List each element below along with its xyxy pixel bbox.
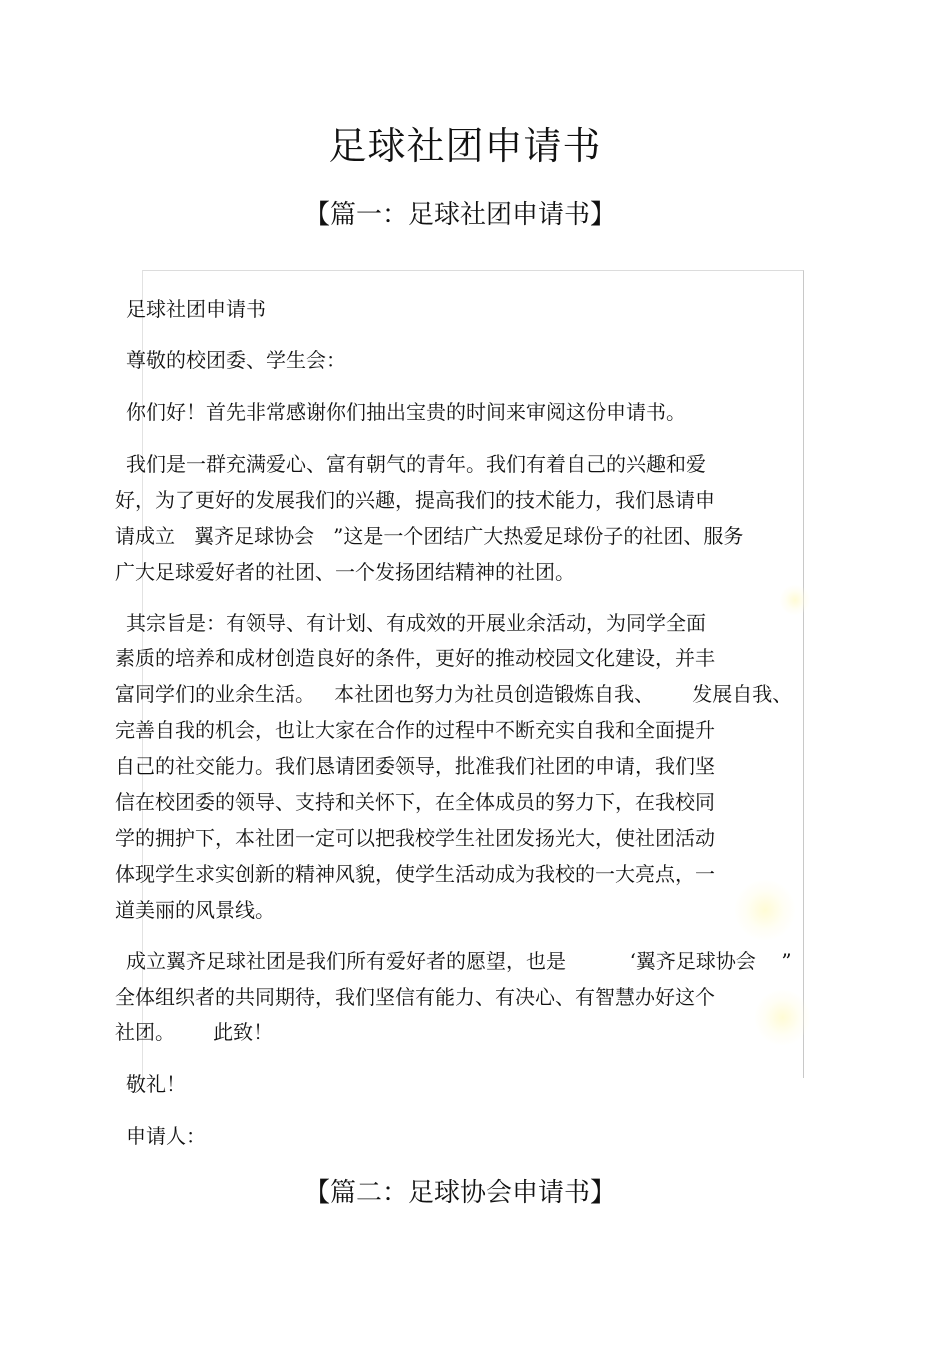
paragraph-1-line: 请成立 翼齐足球协会 ”这是一个团结广大热爱足球份子的社团、服务: [115, 524, 744, 548]
letter-signature: 申请人：: [126, 1124, 206, 1148]
decorative-glow: [780, 585, 810, 615]
paragraph-2-line: 信在校团委的领导、支持和关怀下，在全体成员的努力下，在我校同: [115, 790, 715, 814]
paragraph-2-line: 自己的社交能力。我们恳请团委领导，批准我们社团的申请，我们坚: [115, 754, 715, 778]
letter-closing: 敬礼！: [126, 1072, 186, 1096]
paragraph-2-line: 学的拥护下，本社团一定可以把我校学生社团发扬光大，使社团活动: [115, 826, 715, 850]
paragraph-3-line: 成立翼齐足球社团是我们所有爱好者的愿望，也是 ‘翼齐足球协会 ”: [126, 949, 792, 973]
paragraph-2-line: 富同学们的业余生活。 本社团也努力为社员创造锻炼自我、 发展自我、: [115, 682, 793, 706]
letter-heading: 足球社团申请书: [126, 297, 266, 321]
paragraph-1-line: 我们是一群充满爱心、富有朝气的青年。我们有着自己的兴趣和爱: [126, 452, 706, 476]
paragraph-2-line: 道美丽的风景线。: [115, 898, 275, 922]
paragraph-2-line: 素质的培养和成材创造良好的条件，更好的推动校园文化建设，并丰: [115, 646, 715, 670]
paragraph-3-line: 全体组织者的共同期待，我们坚信有能力、有决心、有智慧办好这个: [115, 985, 715, 1009]
page-title: 足球社团申请书: [328, 124, 602, 168]
decorative-glow: [755, 990, 810, 1045]
paragraph-2-line: 完善自我的机会，也让大家在合作的过程中不断充实自我和全面提升: [115, 718, 715, 742]
letter-greeting: 你们好！首先非常感谢你们抽出宝贵的时间来审阅这份申请书。: [126, 400, 686, 424]
paragraph-1-line: 好，为了更好的发展我们的兴趣，提高我们的技术能力，我们恳请申: [115, 488, 715, 512]
paragraph-1-line: 广大足球爱好者的社团、一个发扬团结精神的社团。: [115, 560, 575, 584]
section-heading-2: 【篇二：足球协会申请书】: [303, 1178, 616, 1208]
paragraph-2-line: 体现学生求实创新的精神风貌，使学生活动成为我校的一大亮点，一: [115, 862, 715, 886]
letter-salutation: 尊敬的校团委、学生会：: [126, 348, 346, 372]
section-heading-1: 【篇一：足球社团申请书】: [303, 200, 616, 230]
paragraph-3-line: 社团。 此致！: [115, 1020, 274, 1044]
decorative-glow: [735, 880, 795, 940]
paragraph-2-line: 其宗旨是：有领导、有计划、有成效的开展业余活动，为同学全面: [126, 611, 706, 635]
